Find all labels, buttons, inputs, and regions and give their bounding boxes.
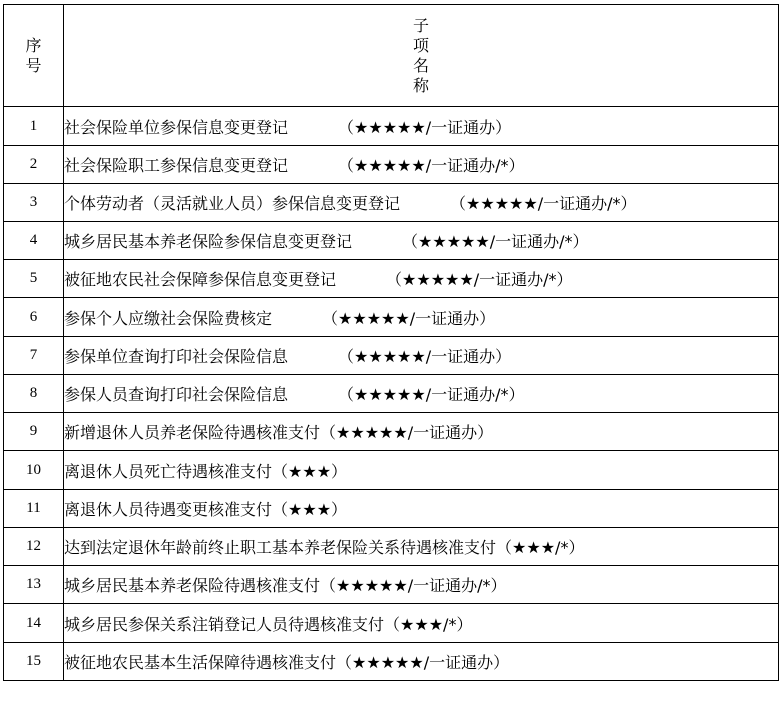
row-number: 5 xyxy=(4,260,64,298)
service-item-cell xyxy=(64,184,779,222)
service-item-title: 参保人员查询打印社会保险信息 xyxy=(64,385,289,404)
row-number: 9 xyxy=(4,413,64,451)
service-item-title: 达到法定退休年龄前终止职工基本养老保险关系待遇核准支付 xyxy=(64,538,497,557)
service-item-cell xyxy=(64,298,779,337)
service-item-rating-tag: （★★★★★/一证通办/*） xyxy=(338,385,525,404)
table-row xyxy=(4,643,779,681)
name-column-label: 子项名称 xyxy=(413,15,430,95)
service-item-cell xyxy=(64,528,779,566)
service-item-rating-tag: （★★★★★/一证通办） xyxy=(320,423,494,442)
row-number: 1 xyxy=(4,107,64,146)
service-item-cell xyxy=(64,451,779,490)
service-item-cell xyxy=(64,337,779,375)
service-item-cell xyxy=(64,643,779,681)
service-item-title: 城乡居民基本养老保险待遇核准支付 xyxy=(64,576,321,595)
table-row xyxy=(4,298,779,337)
table-header xyxy=(4,5,779,107)
service-item-title: 社会保险单位参保信息变更登记 xyxy=(64,117,289,137)
table-row xyxy=(4,260,779,298)
service-item-rating-tag: （★★★/*） xyxy=(384,614,473,634)
service-item-title: 个体劳动者（灵活就业人员）参保信息变更登记 xyxy=(64,194,401,213)
row-number: 10 xyxy=(4,451,64,490)
row-number: 12 xyxy=(4,528,64,566)
service-item-rating-tag: （★★★★★/一证通办） xyxy=(322,308,496,328)
service-item-cell xyxy=(64,222,779,260)
row-number: 11 xyxy=(4,490,64,528)
table-row xyxy=(4,184,779,222)
service-item-rating-tag: （★★★★★/一证通办/*） xyxy=(386,270,573,289)
table-row xyxy=(4,413,779,451)
service-item-title: 离退休人员死亡待遇核准支付 xyxy=(64,461,273,481)
table-row xyxy=(4,528,779,566)
service-item-rating-tag: （★★★★★/一证通办） xyxy=(338,347,512,366)
table-row xyxy=(4,604,779,643)
row-number: 3 xyxy=(4,184,64,222)
service-item-rating-tag: （★★★★★/一证通办/*） xyxy=(450,194,637,213)
service-item-rating-tag: （★★★） xyxy=(272,461,348,481)
table-row xyxy=(4,337,779,375)
service-item-title: 被征地农民社会保障参保信息变更登记 xyxy=(64,270,337,289)
row-number: 6 xyxy=(4,298,64,337)
name-column-header xyxy=(64,5,779,107)
row-number: 8 xyxy=(4,375,64,413)
row-number: 4 xyxy=(4,222,64,260)
service-item-title: 参保单位查询打印社会保险信息 xyxy=(64,347,289,366)
table-row xyxy=(4,451,779,490)
row-number: 13 xyxy=(4,566,64,604)
table-body xyxy=(4,107,779,681)
service-item-rating-tag: （★★★★★/一证通办） xyxy=(338,117,512,137)
index-column-label: 序号 xyxy=(25,35,42,75)
service-item-title: 新增退休人员养老保险待遇核准支付 xyxy=(64,423,321,442)
service-item-title: 参保个人应缴社会保险费核定 xyxy=(64,308,273,328)
table-row xyxy=(4,107,779,146)
service-item-cell xyxy=(64,566,779,604)
index-column-header xyxy=(4,5,64,107)
row-number: 15 xyxy=(4,643,64,681)
table-row xyxy=(4,222,779,260)
service-item-cell xyxy=(64,413,779,451)
service-item-cell xyxy=(64,490,779,528)
table-row xyxy=(4,146,779,184)
service-items-table xyxy=(3,4,779,681)
service-item-cell xyxy=(64,107,779,146)
service-item-cell xyxy=(64,146,779,184)
service-item-rating-tag: （★★★） xyxy=(272,500,348,519)
service-item-rating-tag: （★★★★★/一证通办/*） xyxy=(338,156,525,175)
service-item-title: 被征地农民基本生活保障待遇核准支付 xyxy=(64,653,337,672)
service-item-rating-tag: （★★★★★/一证通办/*） xyxy=(402,232,589,251)
service-item-title: 城乡居民基本养老保险参保信息变更登记 xyxy=(64,232,353,251)
service-item-title: 城乡居民参保关系注销登记人员待遇核准支付 xyxy=(64,614,385,634)
row-number: 7 xyxy=(4,337,64,375)
table-row xyxy=(4,490,779,528)
service-item-title: 社会保险职工参保信息变更登记 xyxy=(64,156,289,175)
table-row xyxy=(4,566,779,604)
row-number: 2 xyxy=(4,146,64,184)
service-item-title: 离退休人员待遇变更核准支付 xyxy=(64,500,273,519)
service-item-rating-tag: （★★★/*） xyxy=(496,538,585,557)
row-number: 14 xyxy=(4,604,64,643)
table-row xyxy=(4,375,779,413)
service-item-cell xyxy=(64,604,779,643)
service-item-cell xyxy=(64,375,779,413)
service-item-rating-tag: （★★★★★/一证通办/*） xyxy=(320,576,507,595)
service-item-cell xyxy=(64,260,779,298)
service-item-rating-tag: （★★★★★/一证通办） xyxy=(336,653,510,672)
